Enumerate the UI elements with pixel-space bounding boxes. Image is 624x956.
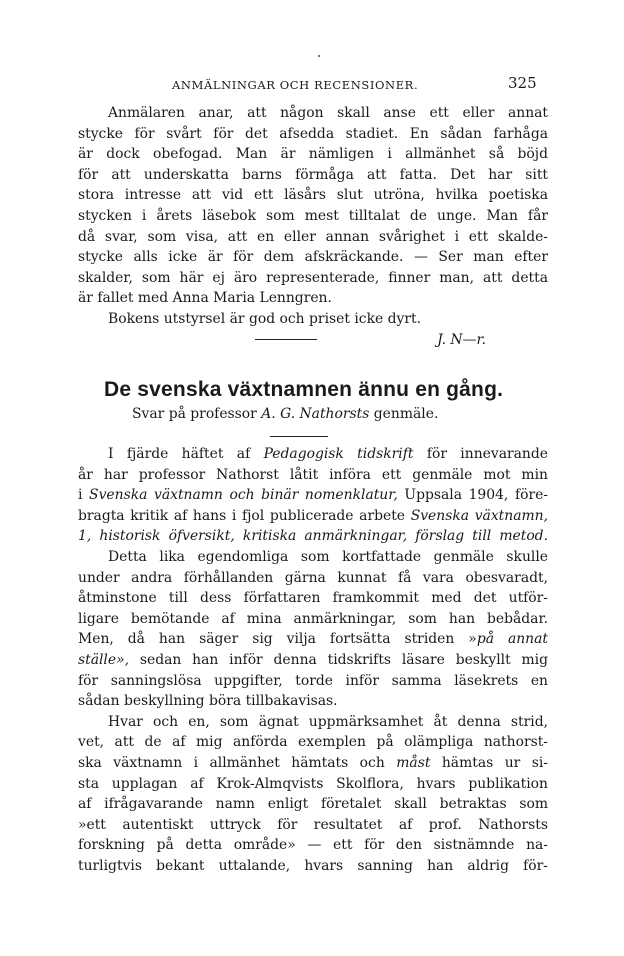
text-run: I fjärde häftet af — [108, 446, 251, 462]
journal-title: Pedagogisk tidskrift — [263, 446, 414, 462]
work-title: Svenska växtnamn, — [410, 507, 548, 524]
title-divider — [270, 436, 328, 437]
text-line: Hvar och en, som ägnat uppmärksamhet åt denna strid, — [108, 713, 548, 730]
text-run: sedan han inför denna tidskrifts läsare beskyllt mig — [139, 651, 548, 668]
text-line: för att underskatta barns förmåga att fatta. Det har sitt — [78, 166, 548, 183]
emphasis: måst — [396, 754, 431, 771]
text-line: vet, att de af mig anförda exemplen på olämpliga nathorst- — [78, 734, 548, 751]
text-line: är fallet med Anna Maria Lenngren. — [78, 290, 332, 307]
article-subtitle — [132, 406, 532, 422]
text-line — [78, 753, 548, 774]
text-line: stycken i årets läsebok som mest tilltalat de unge. Man får — [78, 207, 548, 224]
text-line: Bokens utstyrsel är god och priset icke dyrt. — [108, 310, 422, 327]
text-line — [78, 629, 548, 650]
work-title: 1, historisk öfversikt, kritiska anmärkningar, förslag till metod. — [78, 528, 548, 545]
text-run: bragta kritik af hans i fjol publicerade arbete — [78, 507, 406, 524]
subtitle-prefix: Svar på professor — [132, 406, 257, 422]
work-title: Svenska växtnamn och binär nomenklatur, — [89, 487, 398, 504]
text-line: då svar, som visa, att en eller annan svårighet i ett skalde- — [78, 228, 548, 245]
article-body — [78, 444, 548, 876]
running-title: ANMÄLNINGAR OCH RECENSIONER. — [172, 78, 419, 92]
quoted-phrase: ställe», — [78, 651, 130, 668]
text-line: turligtvis bekant uttalande, hvars sanning han aldrig för- — [78, 857, 548, 874]
text-line — [78, 444, 548, 465]
text-run: Uppsala 1904, före- — [404, 487, 548, 504]
text-line: ligare bemötande af mina anmärkningar, som han bebådar. — [78, 610, 548, 627]
text-run: Men, då han säger sig vilja fortsätta striden » — [78, 631, 477, 648]
subtitle-author: A. G. Nathorsts — [261, 406, 370, 422]
text-line: Anmälaren anar, att någon skall anse ett eller annat — [108, 105, 548, 121]
quoted-phrase: på annat — [476, 631, 548, 648]
section-divider — [255, 339, 317, 340]
text-line — [78, 506, 548, 527]
text-line: skalder, som här ej äro representerade, finner man, att detta — [78, 269, 548, 286]
text-line: under andra förhållanden gärna kunnat få vara obesvaradt, — [78, 569, 548, 586]
running-header — [0, 74, 624, 100]
text-line: stycke alls icke är för dem afskräckande. — Ser man efter — [78, 249, 548, 266]
text-line: stora intresse att vid ett läsårs slut utröna, hvilka poetiska — [78, 187, 548, 204]
text-run: för innevarande — [426, 446, 548, 462]
text-line: sådan beskyllning böra tillbakavisas. — [78, 693, 338, 710]
review-text — [78, 103, 548, 350]
text-line: forskning på detta område» — ett för den sistnämnde na- — [78, 837, 548, 854]
text-line — [78, 485, 548, 506]
text-line — [78, 650, 548, 671]
ink-speck — [318, 55, 320, 57]
text-run: hämtas ur si- — [441, 754, 548, 771]
text-line: är dock obefogad. Man är nämligen i allmänhet så böjd — [78, 146, 548, 163]
text-line: stycke för svårt för det afsedda stadiet. En sådan farhåga — [78, 125, 548, 142]
text-line: åtminstone till dess författaren framkommit med det utför- — [78, 590, 548, 607]
article-title: De svenska växtnamnen ännu en gång. — [104, 378, 504, 401]
text-run: ska växtnamn i allmänhet hämtats och — [78, 754, 385, 771]
page-number: 325 — [508, 74, 537, 92]
text-line: år har professor Nathorst låtit införa ett genmäle mot min — [78, 466, 548, 483]
text-line — [78, 526, 548, 547]
text-line: sta upplagan af Krok-Almqvists Skolflora, hvars publikation — [78, 775, 548, 792]
text-line: för sanningslösa uppgifter, torde inför samma läsekrets en — [78, 672, 548, 689]
subtitle-suffix: genmäle. — [373, 406, 439, 422]
text-run: i — [78, 487, 83, 504]
text-line: »ett autentiskt uttryck för resultatet af prof. Nathorsts — [78, 816, 548, 833]
review-signature: J. N—r. — [437, 331, 486, 348]
text-line: Detta lika egendomliga som kortfattade genmäle skulle — [108, 548, 548, 565]
text-line: af ifrågavarande namn enligt företalet skall betraktas som — [78, 796, 548, 813]
